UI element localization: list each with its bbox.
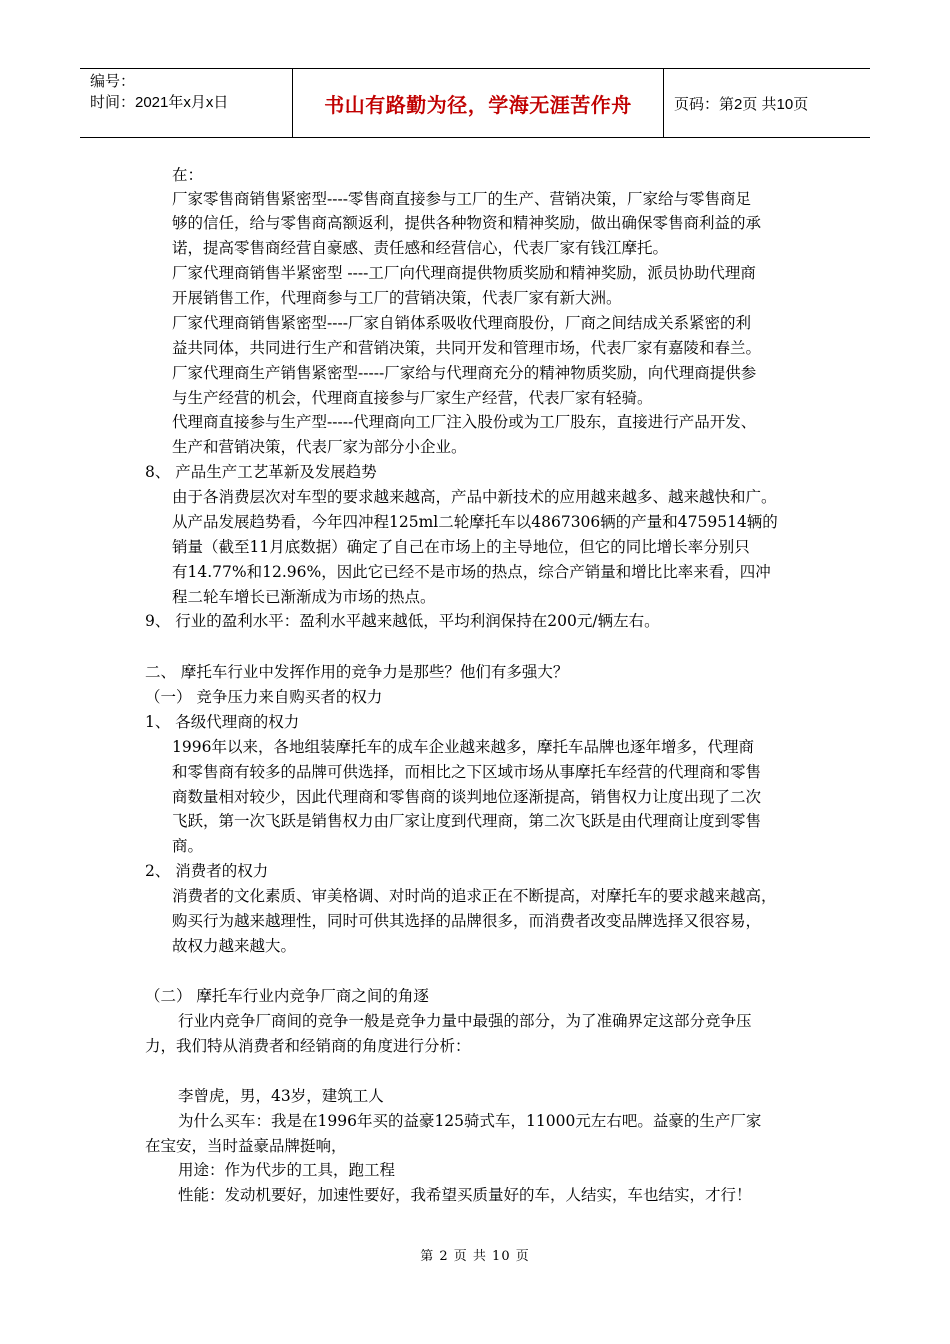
header-meta — [80, 69, 293, 137]
subsection-heading: （一） 竞争压力来自购买者的权力 — [145, 688, 383, 706]
subsection-heading: （二） 摩托车行业内竞争厂商之间的角逐 — [145, 987, 429, 1005]
date-label: 时间：2021年x月x日 — [90, 94, 229, 111]
section-heading: 二、 摩托车行业中发挥作用的竞争力是那些？他们有多强大？ — [145, 663, 569, 681]
text-line: 生产和营销决策，代表厂家为部分小企业。 — [172, 438, 467, 456]
text-line: 在： — [172, 166, 204, 184]
text-line: 诺，提高零售商经营自豪感、责任感和经营信心，代表厂家有钱江摩托。 — [172, 239, 669, 257]
text-line: 为什么买车：我是在1996年买的益豪125骑式车，11000元左右吧。益豪的生产厂家 — [178, 1112, 762, 1130]
text-line: 故权力越来越大。 — [172, 937, 297, 955]
text-line: 用途：作为代步的工具，跑工程 — [178, 1161, 396, 1179]
text-line: 由于各消费层次对车型的要求越来越高，产品中新技术的应用越来越多、越来越快和广。 — [172, 488, 777, 506]
text-line: 李曾虎，男，43岁，建筑工人 — [178, 1087, 384, 1105]
header-motto: 书山有路勤为径，学海无涯苦作舟 — [293, 69, 664, 137]
text-line: 够的信任，给与零售商高额返利，提供各种物资和精神奖励，做出确保零售商利益的承 — [172, 214, 762, 232]
page-header — [80, 68, 870, 138]
code-label: 编号： — [90, 73, 136, 90]
text-line: 商。 — [172, 837, 204, 855]
text-line: 飞跃，第一次飞跃是销售权力由厂家让度到代理商，第二次飞跃是由代理商让度到零售 — [172, 812, 762, 830]
subsection-heading: 1、 各级代理商的权力 — [145, 713, 300, 731]
text-line: 厂家代理商销售紧密型----厂家自销体系吸收代理商股份，厂商之间结成关系紧密的利 — [172, 314, 751, 332]
text-line: 厂家代理商销售半紧密型 ----工厂向代理商提供物质奖励和精神奖励，派员协助代理商 — [172, 264, 756, 282]
subsection-heading: 2、 消费者的权力 — [145, 862, 269, 880]
text-line: 代理商直接参与生产型-----代理商向工厂注入股份或为工厂股东，直接进行产品开发、 — [172, 413, 757, 431]
header-page-number: 页码：第2页 共10页 — [674, 95, 809, 113]
text-line: 性能：发动机要好，加速性要好，我希望买质量好的车，人结实，车也结实，才行！ — [178, 1186, 752, 1204]
text-line: 商数量相对较少，因此代理商和零售商的谈判地位逐渐提高，销售权力让度出现了二次 — [172, 788, 762, 806]
text-line: 在宝安，当时益豪品牌挺响， — [145, 1137, 347, 1155]
section-heading: 8、 产品生产工艺革新及发展趋势 — [145, 463, 377, 481]
page-footer: 第 2 页 共 10 页 — [420, 1249, 530, 1264]
text-line: 1996年以来，各地组装摩托车的成车企业越来越多，摩托车品牌也逐年增多，代理商 — [172, 738, 754, 756]
text-line: 销量（截至11月底数据）确定了自己在市场上的主导地位，但它的同比增长率分别只 — [172, 538, 750, 556]
text-line: 厂家零售商销售紧密型----零售商直接参与工厂的生产、营销决策，厂家给与零售商足 — [172, 190, 751, 208]
text-line: 厂家代理商生产销售紧密型-----厂家给与代理商充分的精神物质奖励，向代理商提供参 — [172, 364, 757, 382]
text-line: 从产品发展趋势看，今年四冲程125ml二轮摩托车以4867306辆的产量和4759514辆的 — [172, 513, 778, 531]
text-line: 与生产经营的机会，代理商直接参与厂家生产经营，代表厂家有轻骑。 — [172, 389, 653, 407]
text-line: 消费者的文化素质、审美格调、对时尚的追求正在不断提高，对摩托车的要求越来越高， — [172, 887, 777, 905]
text-line: 益共同体，共同进行生产和营销决策，共同开发和管理市场，代表厂家有嘉陵和春兰。 — [172, 339, 762, 357]
text-line: 有14.77%和12.96%，因此它已经不是市场的热点，综合产销量和增比比率来看，四冲 — [172, 563, 771, 581]
text-line: 力，我们特从消费者和经销商的角度进行分析： — [145, 1037, 471, 1055]
text-line: 程二轮车增长已渐渐成为市场的热点。 — [172, 588, 436, 606]
text-line: 和零售商有较多的品牌可供选择，而相比之下区域市场从事摩托车经营的代理商和零售 — [172, 763, 762, 781]
text-line: 开展销售工作，代理商参与工厂的营销决策，代表厂家有新大洲。 — [172, 289, 622, 307]
text-line: 购买行为越来越理性，同时可供其选择的品牌很多，而消费者改变品牌选择又很容易， — [172, 912, 762, 930]
section-heading: 9、 行业的盈利水平：盈利水平越来越低，平均利润保持在200元/辆左右。 — [145, 612, 660, 630]
text-line: 行业内竞争厂商间的竞争一般是竞争力量中最强的部分，为了准确界定这部分竞争压 — [178, 1012, 752, 1030]
